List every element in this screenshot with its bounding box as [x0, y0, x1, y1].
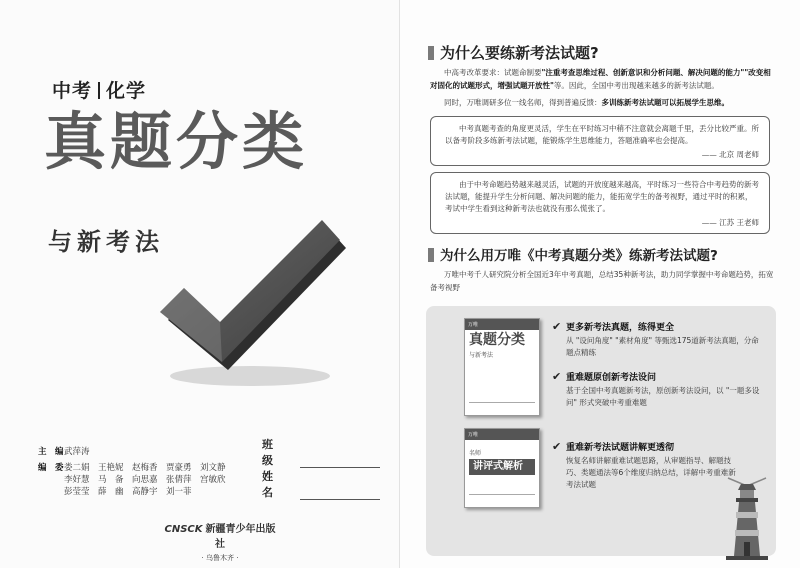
name-label: 姓 名: [262, 470, 296, 499]
publisher-city: · 乌鲁木齐 ·: [201, 554, 239, 562]
quote-author: —— 江苏 王老师: [701, 218, 759, 227]
class-label: 班 级: [262, 438, 296, 467]
exam-label: 中考: [52, 80, 93, 102]
class-blank[interactable]: [300, 467, 380, 468]
answer-book-thumbnail: [464, 428, 540, 508]
teacher-quote-1: [430, 116, 770, 166]
section-heading-why-use: 为什么用万唯《中考真题分类》练新考法试题?: [428, 244, 718, 264]
reform-paragraph: [430, 66, 775, 92]
committee-member: 刘文静: [200, 463, 226, 473]
book-thumb-subtitle: 名师: [469, 450, 482, 457]
student-fields: [262, 438, 380, 512]
feature-title: 重难题原创新考法设问: [566, 373, 657, 383]
feature-title: 更多新考法真题，练得更全: [566, 323, 675, 333]
subject-name: 化学: [106, 80, 147, 102]
class-field[interactable]: [262, 438, 380, 468]
survey-highlight: 多训练新考法试题可以拓展学生思维。: [601, 98, 729, 107]
committee-member: 薛 幽: [98, 487, 124, 497]
book-brand: 万唯: [465, 429, 539, 440]
committee-label: 编 委: [38, 463, 64, 473]
committee-member: 宫敏欣: [200, 475, 226, 485]
editor-row: [38, 446, 234, 458]
committee-member: 张倩萍: [166, 475, 192, 485]
committee-member: 马 备: [98, 475, 124, 485]
committee-member: 刘一菲: [166, 487, 192, 497]
book-thumb-subtitle: 与新考法: [469, 352, 494, 359]
committee-member: 贾豪勇: [166, 463, 192, 473]
book-thumb-title: 真题分类: [469, 332, 525, 348]
subject-line: [52, 76, 146, 103]
checkmark-icon: [150, 200, 350, 390]
book-subtitle: 与新考法: [48, 228, 164, 256]
research-paragraph: 万唯中考千人研究院分析全国近3年中考真题，总结35种新考法，助力同学掌握中考命题趋势，拓宽备考视野: [430, 270, 774, 292]
quote-author: —— 北京 周老师: [701, 150, 759, 159]
committee-member: 向思嘉: [132, 475, 158, 485]
feature-desc: 从 "设问角度" "素材角度" 等甄选175道新考法真题，分命题点精练: [566, 336, 759, 357]
divider: [98, 82, 100, 99]
publisher-logo: CNSCK: [164, 524, 203, 535]
book-brand: 万唯: [465, 319, 539, 330]
teacher-quote-2: [430, 172, 770, 234]
feature-item: [552, 320, 766, 359]
check-icon: ✔: [552, 319, 562, 333]
quote-text: 中考真题考查的角度更灵活，学生在平时练习中稍不注意就会离题千里，丢分比较严重。所以备考阶段多练新考法试题，能锻炼学生思维能力，答题准确率也会提高。: [445, 124, 759, 145]
intro-page: [400, 0, 800, 568]
lighthouse-icon: [722, 476, 772, 560]
feature-item: [552, 440, 742, 491]
survey-paragraph: [430, 96, 775, 109]
feature-desc: 恢复名师讲解重难试题思路，从审题指导、解题技巧、类题通法等6个维度归纳总结，详解中考重难新考法试题: [566, 456, 736, 489]
book-title: 真题分类: [44, 105, 309, 178]
feature-desc: 基于全国中考真题新考法，原创新考法设问，以 "一题多设问" 形式突破中考重难题: [566, 386, 760, 407]
reform-quote: "注重考查思维过程、创新意识和分析问题、解决问题的能力": [541, 68, 745, 77]
feature-item: [552, 370, 766, 409]
name-field[interactable]: [262, 470, 380, 500]
committee-member: 王艳妮: [98, 463, 124, 473]
publisher: [160, 520, 280, 563]
reform-text: 中高考改革要求：试题命制要: [444, 68, 542, 77]
committee-member: 赵梅香: [132, 463, 158, 473]
book-footer: [469, 494, 535, 504]
check-icon: ✔: [552, 439, 562, 453]
credits: [38, 446, 234, 498]
check-icon: ✔: [552, 369, 562, 383]
reform-text-2: 等。因此，全国中考出现越来越多的新考法试题。: [553, 81, 719, 90]
book-footer: [469, 402, 535, 412]
feature-title: 重难新考法试题讲解更透彻: [566, 443, 675, 453]
quote-text: 由于中考命题趋势越来越灵活，试题的开放度越来越高，平时练习一些符合中考趋势的新考法试题，能提升学生分析问题、解决问题的能力，能拓宽学生的备考视野，通过平时的积累，考试中学生看到这种新考法也就没有那么慌张了。: [445, 180, 759, 213]
book-cover-thumbnail: [464, 318, 540, 416]
committee-member: 彭莹莹: [64, 487, 90, 497]
survey-text: 同时，万唯调研多位一线名师，得到普遍反馈：: [444, 98, 602, 107]
committee-row: [38, 462, 234, 498]
section-heading-why-practice: 为什么要练新考法试题?: [428, 42, 599, 63]
committee-member: 娄二娟: [64, 463, 90, 473]
publisher-name: 新疆青少年出版社: [205, 524, 276, 550]
editor-name: 武萍涛: [64, 447, 90, 457]
name-blank[interactable]: [300, 499, 380, 500]
committee-member: 高静宇: [132, 487, 158, 497]
committee-member: 李好慧: [64, 475, 90, 485]
editor-label: 主 编: [38, 447, 64, 457]
book-thumb-title: 讲评式解析: [469, 459, 535, 475]
reform-quote-2: "改变相对固化的试题形式，增强试题开放性": [430, 68, 771, 90]
committee-list: [64, 462, 234, 498]
